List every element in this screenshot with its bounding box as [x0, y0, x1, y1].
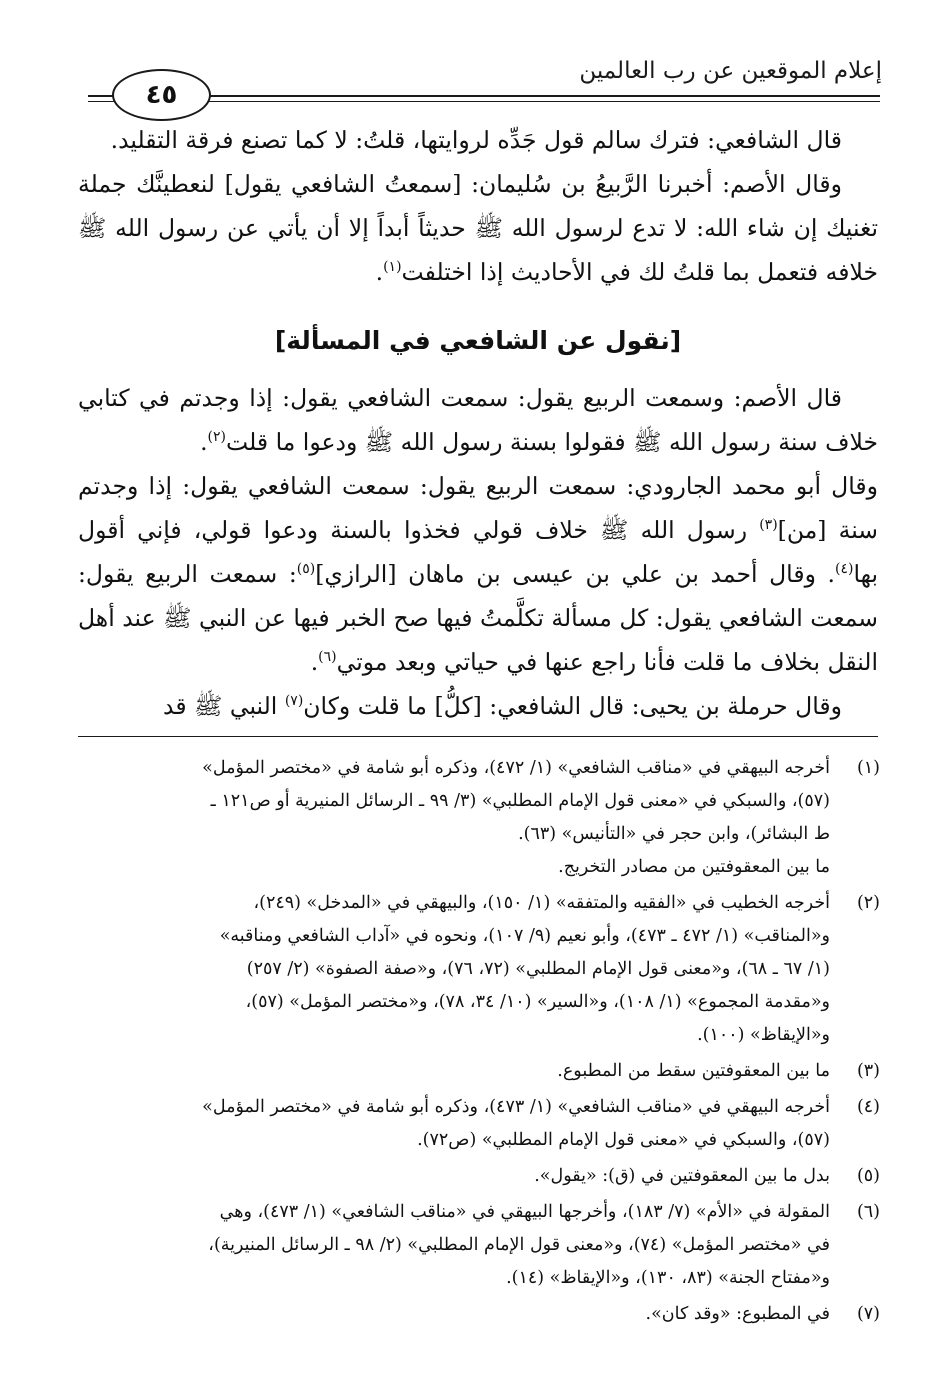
footnote-line: (٥٧)، والسبكي في «معنى قول الإمام المطلبي» (٣/ ٩٩ ـ الرسائل المنيرية أو ص١٢١ ـ — [210, 791, 830, 811]
paragraph: وقال أبو محمد الجارودي: سمعت الربيع يقول: سمعت الشافعي يقول: إذا وجدتم سنة [من]$^{(٣)}$ رسول الله ﷺ خلاف قولي فخذوا بالسنة ودعوا قولي، فإني أقول بها$^{(٤)}$. وقال أحمد بن علي بن عيسى بن ماهان [الرازي]$^{(٥)}$: سمعت الربيع يقول: سمعت الشافعي يقول: كل مسألة تكلَّمتُ فيها صح الخبر فيها عن النبي ﷺ عند أهل النقل بخلاف ما قلت فأنا راجع عنها في حياتي وبعد موتي$^{(٦)}$. — [78, 472, 878, 676]
page-number: ٤٥ — [112, 69, 211, 121]
footnote-line: ما بين المعقوفتين من مصادر التخريج. — [558, 857, 830, 877]
footnote — [78, 752, 880, 884]
footnote-number: (٦) — [856, 1202, 880, 1222]
footnote — [78, 1055, 880, 1088]
footnote-number: (٣) — [856, 1061, 880, 1081]
footnote-number: (٥) — [856, 1166, 880, 1186]
section-heading: [نقول عن الشافعي في المسألة] — [274, 326, 682, 355]
footnote-ref[interactable]: (٦) — [318, 649, 337, 666]
footnote-text — [78, 887, 830, 1052]
footnote-line: ط البشائر)، وابن حجر في «التأنيس» (٦٣). — [518, 824, 830, 844]
footnote-text — [78, 1055, 830, 1088]
running-title: إعلام الموقعين عن رب العالمين — [579, 58, 882, 84]
footnote-ref[interactable]: (٤) — [834, 561, 854, 578]
footnote-ref[interactable]: (٥) — [296, 561, 316, 578]
footnote — [78, 887, 880, 1052]
footnote-number: (١) — [856, 758, 880, 778]
footnote-line: و«مقدمة المجموع» (١/ ١٠٨)، و«السير» (١٠/ ٣٤، ٧٨)، و«مختصر المؤمل» (٥٧)، — [245, 992, 830, 1012]
footnote-line: المقولة في «الأم» (٧/ ١٨٣)، وأخرجها البيهقي في «مناقب الشافعي» (١/ ٤٧٣)، وهي — [219, 1202, 830, 1222]
footnote-line: و«الإيقاظ» (١٠٠). — [697, 1025, 830, 1045]
footnote-text — [78, 1160, 830, 1193]
paragraph: وقال الأصم: أخبرنا الرَّبيعُ بن سُليمان: [سمعتُ الشافعي يقول] لنعطينَّك جملة تغنيك إن شاء الله: لا تدع لرسول الله ﷺ حديثاً أبداً إلا أن يأتي عن رسول الله ﷺ خلافه فتعمل بما قلتُ لك في الأحاديث إذا اختلفت$^{(١)}$. — [78, 170, 878, 286]
footnote-text — [78, 1196, 830, 1295]
header-rule-left — [88, 95, 114, 97]
footnote-number: (٤) — [856, 1097, 880, 1117]
footnote-ref[interactable]: (٣) — [759, 517, 778, 534]
footnote-ref[interactable]: (١) — [383, 259, 402, 276]
footnote-ref[interactable]: (٧) — [284, 693, 304, 710]
main-text — [78, 118, 878, 728]
footnote — [78, 1091, 880, 1157]
header-rule-left-thin — [88, 101, 114, 102]
footnote-line: و«مفتاح الجنة» (٨٣، ١٣٠)، و«الإيقاظ» (١٤). — [506, 1268, 830, 1288]
paragraph: وقال حرملة بن يحيى: قال الشافعي: [كلُّ] ما قلت وكان$^{(٧)}$ النبي ﷺ قد — [162, 692, 842, 720]
footnote-line: في المطبوع: «وقد كان». — [645, 1304, 830, 1324]
footnote-number: (٢) — [856, 893, 880, 913]
footnote-text — [78, 752, 830, 884]
footnote-line: (١/ ٦٧ ـ ٦٨)، و«معنى قول الإمام المطلبي» (٧٢، ٧٦)، و«صفة الصفوة» (٢/ ٢٥٧) — [246, 959, 830, 979]
footnote-line: أخرجه البيهقي في «مناقب الشافعي» (١/ ٤٧٢)، وذكره أبو شامة في «مختصر المؤمل» — [202, 758, 830, 778]
footnote-line: في «مختصر المؤمل» (٧٤)، و«معنى قول الإمام المطلبي» (٢/ ٩٨ ـ الرسائل المنيرية)، — [208, 1235, 830, 1255]
footnote-separator — [78, 736, 878, 737]
footnote-text — [78, 1091, 830, 1157]
footnote-number: (٧) — [856, 1304, 880, 1324]
footnote-text — [78, 1298, 830, 1331]
paragraph: قال الشافعي: فترك سالم قول جَدِّه لروايتها، قلتُ: لا كما تصنع فرقة التقليد. — [110, 126, 842, 154]
footnotes-section — [78, 752, 880, 1334]
footnote-line: أخرجه الخطيب في «الفقيه والمتفقه» (١/ ١٥٠)، والبيهقي في «المدخل» (٢٤٩)، — [253, 893, 830, 913]
footnote — [78, 1298, 880, 1331]
footnote — [78, 1196, 880, 1295]
footnote-line: بدل ما بين المعقوفتين في (ق): «يقول». — [534, 1166, 830, 1186]
footnote — [78, 1160, 880, 1193]
footnote-ref[interactable]: (٢) — [207, 429, 227, 446]
header-rule-thin — [205, 101, 880, 102]
header-rule — [205, 95, 880, 97]
footnote-line: و«المناقب» (١/ ٤٧٢ ـ ٤٧٣)، وأبو نعيم (٩/ ١٠٧)، ونحوه في «آداب الشافعي ومناقبه» — [219, 926, 830, 946]
paragraph: قال الأصم: وسمعت الربيع يقول: سمعت الشافعي يقول: إذا وجدتم في كتابي خلاف سنة رسول الله ﷺ فقولوا بسنة رسول الله ﷺ ودعوا ما قلت$^{(٢)}$. — [78, 384, 878, 456]
footnote-line: (٥٧)، والسبكي في «معنى قول الإمام المطلبي» (ص٧٢). — [417, 1130, 830, 1150]
footnote-line: أخرجه البيهقي في «مناقب الشافعي» (١/ ٤٧٣)، وذكره أبو شامة في «مختصر المؤمل» — [202, 1097, 830, 1117]
footnote-line: ما بين المعقوفتين سقط من المطبوع. — [557, 1061, 830, 1081]
